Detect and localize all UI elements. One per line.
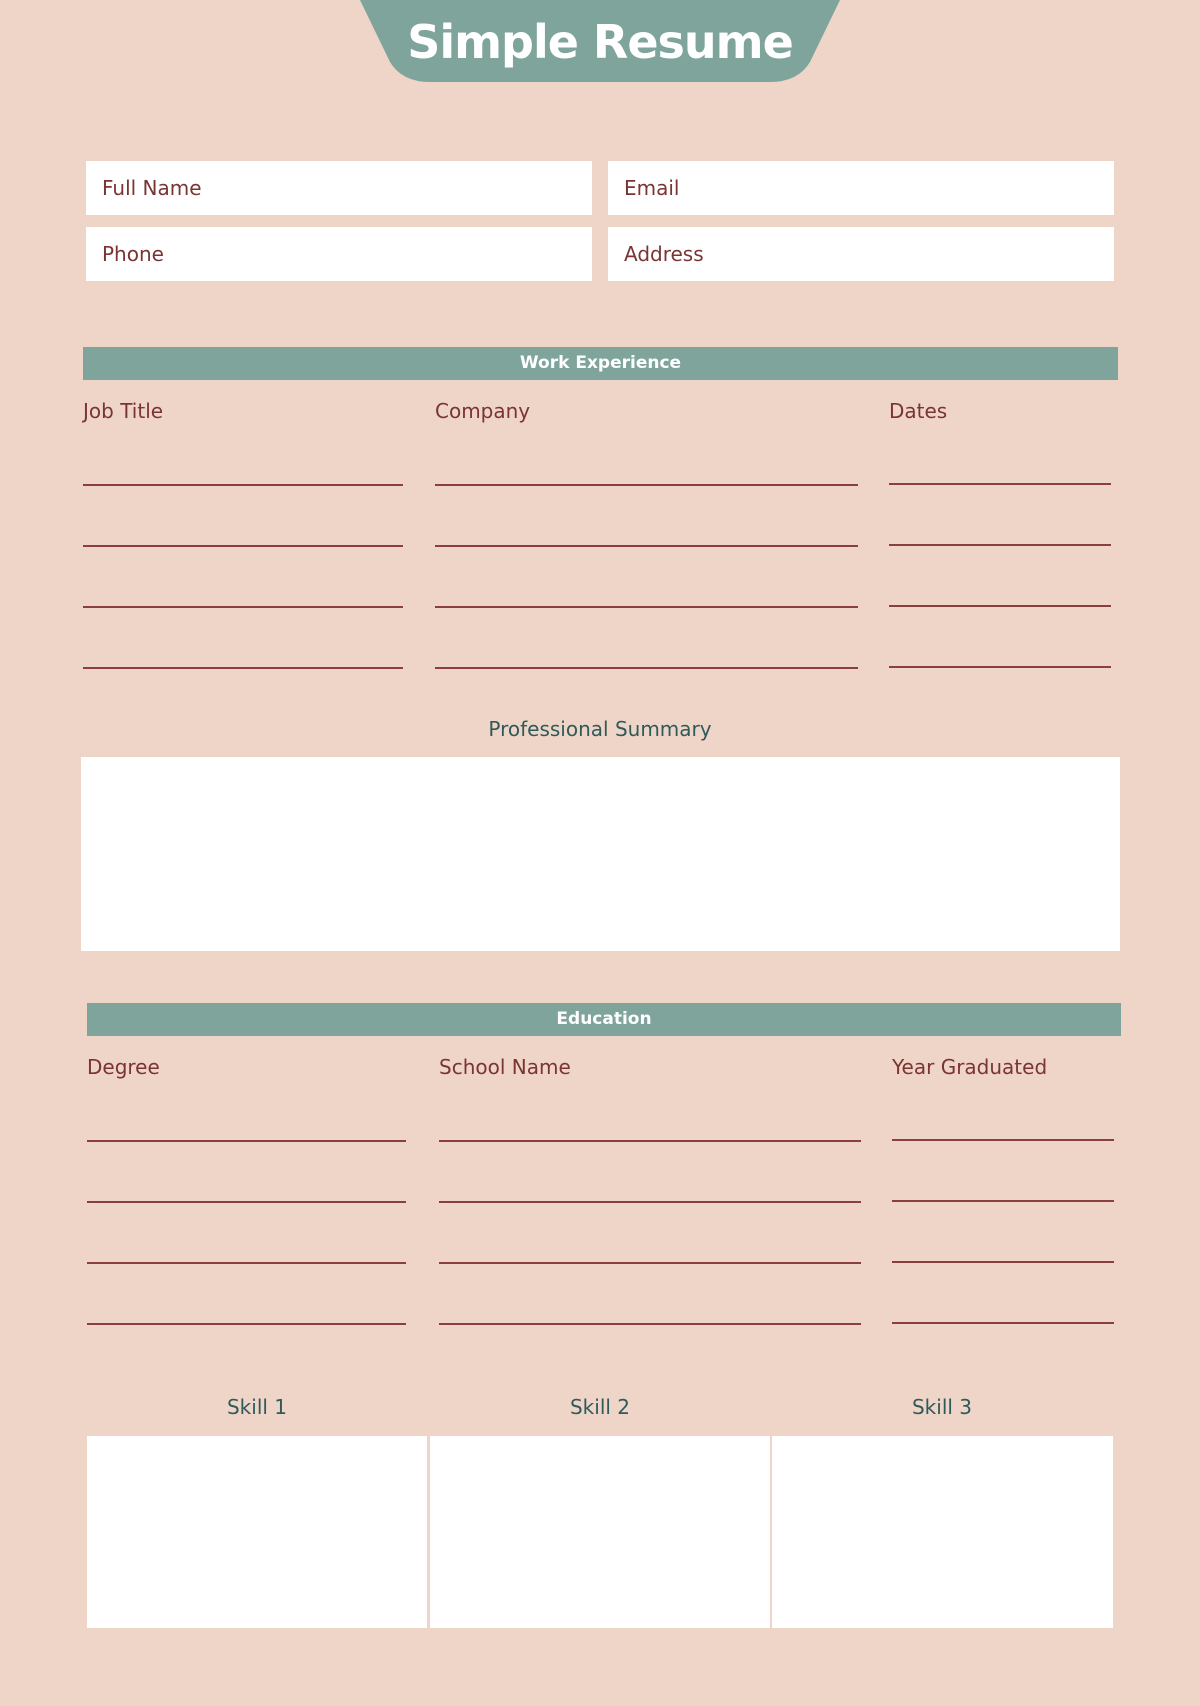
skill-2-box[interactable] — [430, 1436, 770, 1628]
year-graduated-label: Year Graduated — [892, 1055, 1048, 1079]
skill-1-box[interactable] — [87, 1436, 427, 1628]
work-job-title-line[interactable] — [83, 545, 403, 547]
address-field[interactable]: Address — [608, 227, 1114, 281]
school-name-label: School Name — [439, 1055, 571, 1079]
education-school-line[interactable] — [439, 1323, 861, 1325]
work-job-title-line[interactable] — [83, 667, 403, 669]
education-year-line[interactable] — [892, 1139, 1114, 1141]
full-name-field[interactable]: Full Name — [86, 161, 592, 215]
education-school-line[interactable] — [439, 1262, 861, 1264]
education-header: Education — [87, 1003, 1121, 1036]
job-title-label: Job Title — [83, 399, 164, 423]
work-job-title-line[interactable] — [83, 606, 403, 608]
degree-label: Degree — [87, 1055, 160, 1079]
work-dates-line[interactable] — [889, 605, 1111, 607]
work-dates-line[interactable] — [889, 666, 1111, 668]
education-degree-line[interactable] — [87, 1140, 406, 1142]
dates-label: Dates — [889, 399, 948, 423]
work-company-line[interactable] — [435, 484, 858, 486]
education-school-line[interactable] — [439, 1201, 861, 1203]
education-year-line[interactable] — [892, 1322, 1114, 1324]
work-company-line[interactable] — [435, 667, 858, 669]
email-field[interactable]: Email — [608, 161, 1114, 215]
education-year-line[interactable] — [892, 1200, 1114, 1202]
work-company-line[interactable] — [435, 545, 858, 547]
education-school-line[interactable] — [439, 1140, 861, 1142]
professional-summary-label: Professional Summary — [488, 717, 712, 741]
work-job-title-line[interactable] — [83, 484, 403, 486]
professional-summary-box[interactable] — [81, 757, 1120, 951]
skill-3-label: Skill 3 — [911, 1395, 973, 1419]
education-degree-line[interactable] — [87, 1201, 406, 1203]
education-degree-line[interactable] — [87, 1262, 406, 1264]
skill-3-box[interactable] — [772, 1436, 1113, 1628]
skill-2-label: Skill 2 — [569, 1395, 631, 1419]
work-dates-line[interactable] — [889, 544, 1111, 546]
skill-1-label: Skill 1 — [226, 1395, 288, 1419]
phone-field[interactable]: Phone — [86, 227, 592, 281]
work-experience-header: Work Experience — [83, 347, 1118, 380]
work-company-line[interactable] — [435, 606, 858, 608]
education-degree-line[interactable] — [87, 1323, 406, 1325]
page-title: Simple Resume — [407, 15, 793, 69]
company-label: Company — [435, 399, 531, 423]
education-year-line[interactable] — [892, 1261, 1114, 1263]
work-dates-line[interactable] — [889, 483, 1111, 485]
